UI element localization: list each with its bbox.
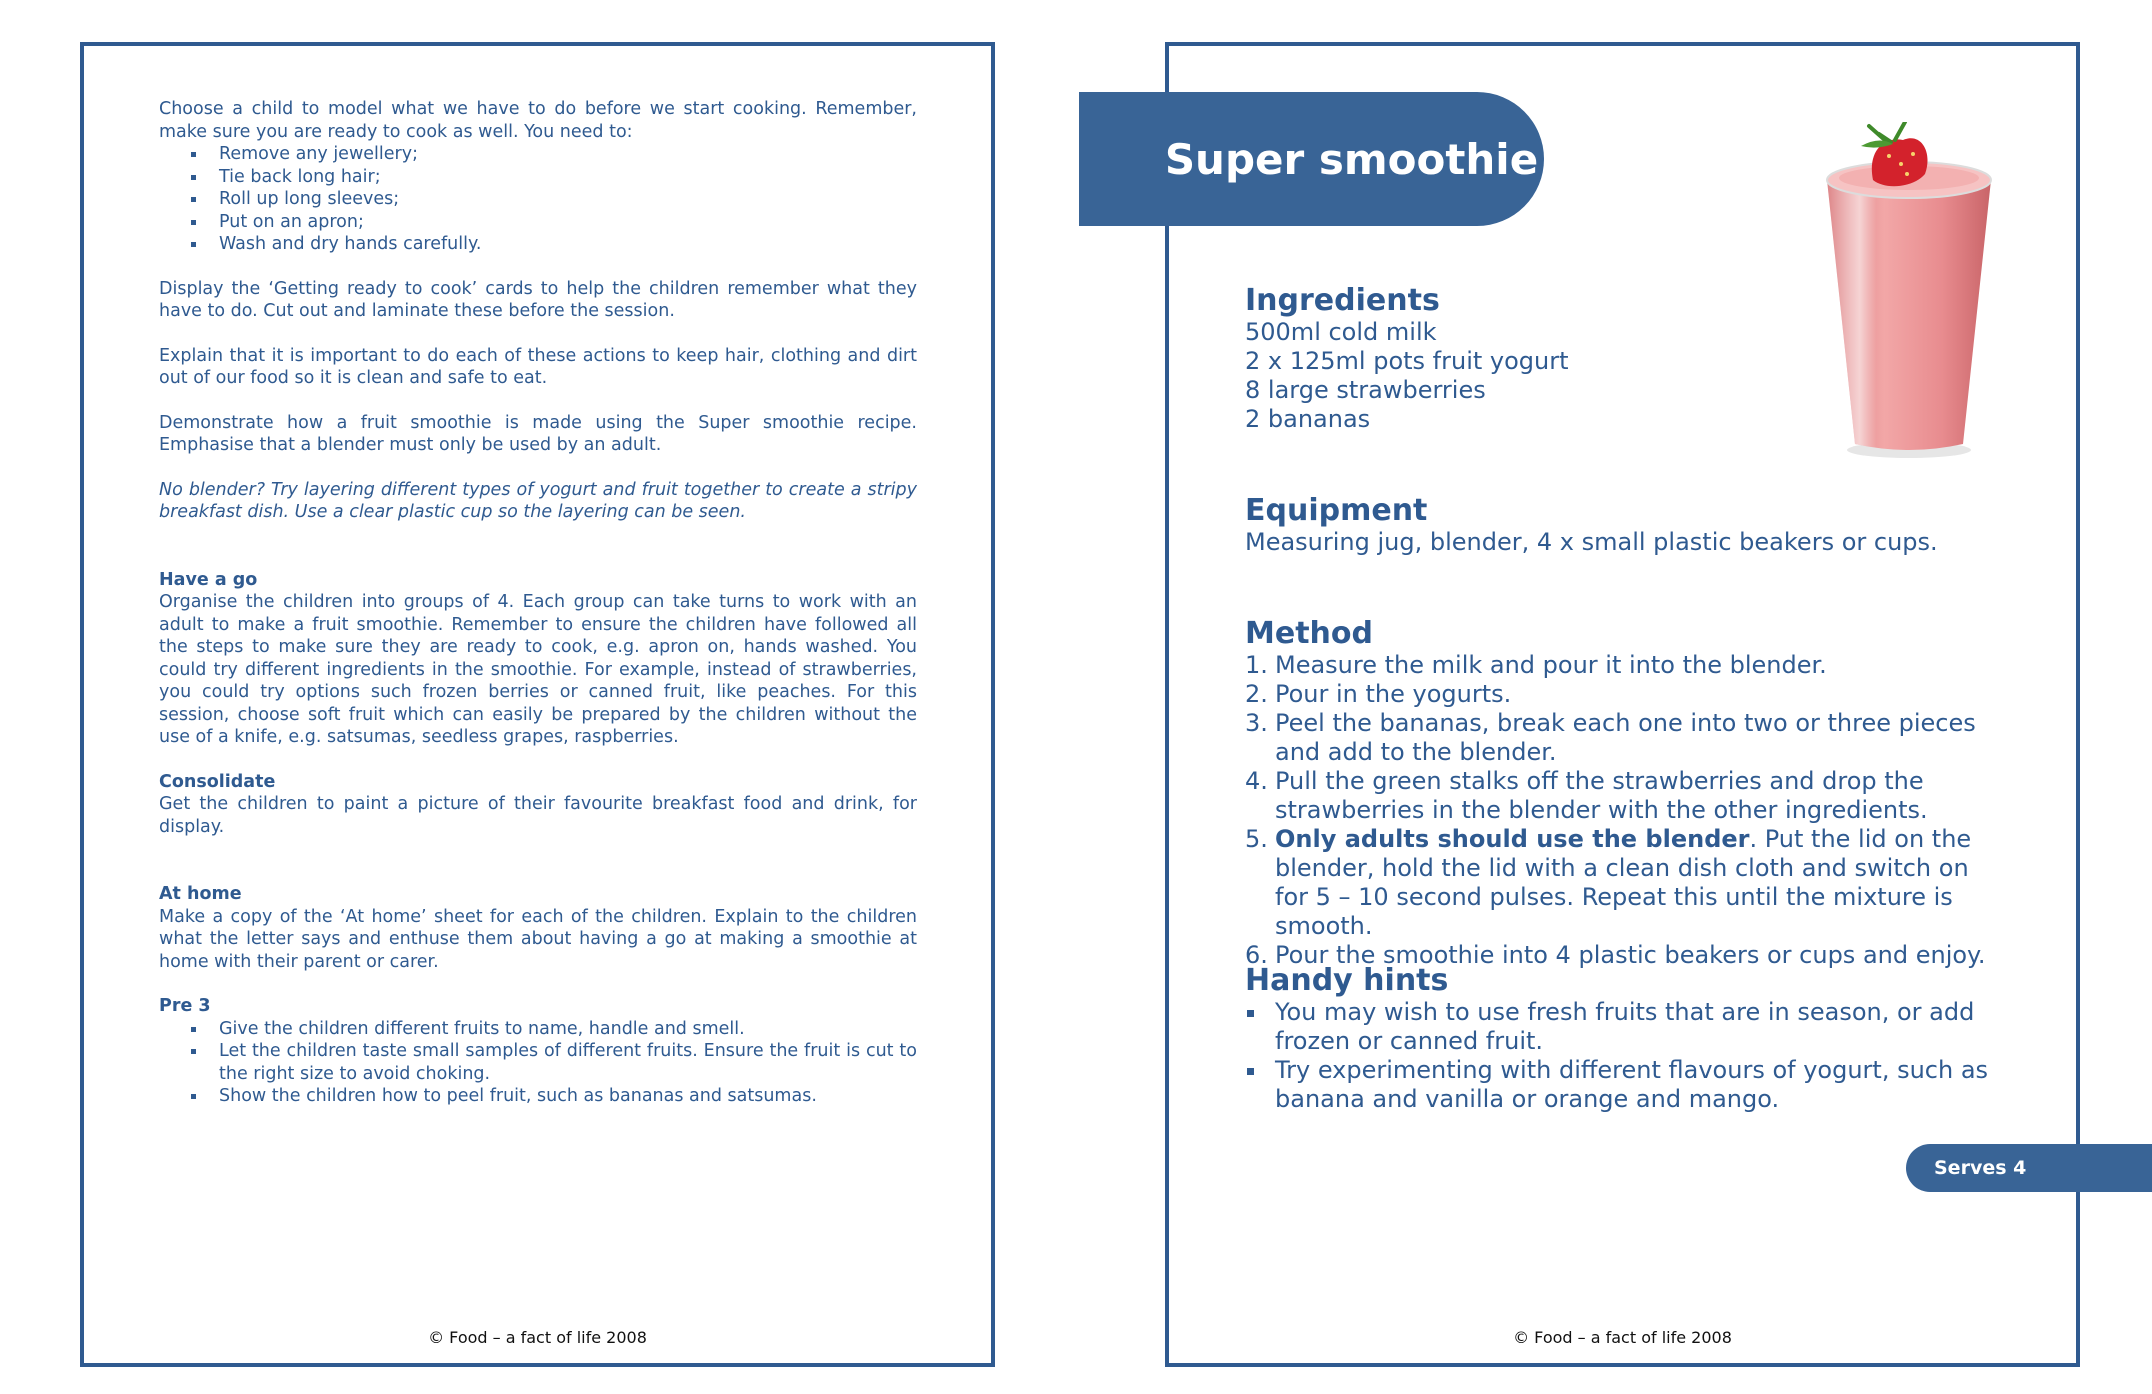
copyright-footer: © Food – a fact of life 2008 <box>428 1328 647 1347</box>
pre3-list <box>159 1018 917 1108</box>
equipment-text: Measuring jug, blender, 4 x small plastic beakers or cups. <box>1245 528 1938 556</box>
method-step: 5. Only adults should use the blender. Put the lid on the blender, hold the lid with a clean dish cloth and switch on for 5 – 10 second pulses. Repeat this until the mixture is smooth. <box>1245 825 1972 940</box>
handy-hints-section <box>1245 964 2005 1114</box>
ingredient-item: 500ml cold milk <box>1245 318 1437 346</box>
hint-item: You may wish to use fresh fruits that are in season, or add frozen or canned fruit. <box>1275 998 2005 1056</box>
recipe-page <box>1165 42 2080 1367</box>
equipment-section <box>1245 494 2005 557</box>
list-item: Give the children different fruits to name, handle and smell. <box>219 1018 917 1041</box>
have-a-go-heading: Have a go <box>159 569 258 590</box>
ingredient-item: 2 bananas <box>1245 405 1371 433</box>
list-item: Roll up long sleeves; <box>219 188 917 211</box>
method-heading: Method <box>1245 616 1373 651</box>
ingredients-heading: Ingredients <box>1245 283 1440 318</box>
ingredient-item: 8 large strawberries <box>1245 376 1486 404</box>
list-item: Put on an apron; <box>219 211 917 234</box>
method-section <box>1245 617 2005 970</box>
method-list <box>1245 651 2005 970</box>
safety-warning: Only adults should use the blender <box>1275 825 1750 853</box>
handy-hints-heading: Handy hints <box>1245 963 1449 998</box>
consolidate-heading: Consolidate <box>159 771 276 792</box>
pre3-heading: Pre 3 <box>159 996 211 1016</box>
explain-paragraph: Explain that it is important to do each of these actions to keep hair, clothing and dirt out of our food so it is clean and safe to eat. <box>159 345 917 388</box>
have-a-go-text: Organise the children into groups of 4. Each group can take turns to work with an adult to make a fruit smoothie. Remember to ensure the children have followed all the steps to make sure they are ready to cook, e.g. apron on, hands washed. You could try different ingredients in the smoothie. For example, instead of strawberries, you could try options such frozen berries or canned fruit, like peaches. For this session, choose soft fruit which can easily be prepared by the children without the use of a knife, e.g. satsumas, seedless grapes, raspberries. <box>159 592 917 747</box>
no-blender-note: No blender? Try layering different types of yogurt and fruit together to create a stripy breakfast dish. Use a clear plastic cup so the layering can be seen. <box>159 479 917 522</box>
list-item: Tie back long hair; <box>219 166 917 189</box>
teacher-notes-page <box>80 42 995 1367</box>
hints-list <box>1245 998 2005 1114</box>
list-item: Remove any jewellery; <box>219 143 917 166</box>
method-step: 4. Pull the green stalks off the strawberries and drop the strawberries in the blender with the other ingredients. <box>1245 767 1928 824</box>
method-step: 2. Pour in the yogurts. <box>1245 680 1512 708</box>
recipe-title: Super smoothie <box>1079 92 1544 226</box>
demonstrate-paragraph: Demonstrate how a fruit smoothie is made using the Super smoothie recipe. Emphasise that a blender must only be used by an adult. <box>159 412 917 455</box>
method-step: 3. Peel the bananas, break each one into two or three pieces and add to the blender. <box>1245 709 1976 766</box>
intro-text: Choose a child to model what we have to do before we start cooking. Remember, make sure you are ready to cook as well. You need to: <box>159 99 917 142</box>
display-paragraph: Display the ‘Getting ready to cook’ cards to help the children remember what they have to do. Cut out and laminate these before the session. <box>159 278 917 321</box>
list-item: Let the children taste small samples of different fruits. Ensure the fruit is cut to the right size to avoid choking. <box>219 1041 917 1084</box>
teacher-notes-content <box>159 98 917 1108</box>
ingredient-item: 2 x 125ml pots fruit yogurt <box>1245 347 1569 375</box>
consolidate-text: Get the children to paint a picture of their favourite breakfast food and drink, for display. <box>159 794 917 837</box>
at-home-text: Make a copy of the ‘At home’ sheet for each of the children. Explain to the children what the letter says and enthuse them about having a go at making a smoothie at home with their parent or carer. <box>159 906 917 972</box>
prep-list <box>159 143 917 256</box>
list-item: Wash and dry hands carefully. <box>219 233 917 256</box>
at-home-heading: At home <box>159 884 242 904</box>
method-step: 1. Measure the milk and pour it into the blender. <box>1245 651 1827 679</box>
list-item: Show the children how to peel fruit, such as bananas and satsumas. <box>219 1085 917 1108</box>
serves-badge: Serves 4 <box>1906 1144 2152 1192</box>
copyright-footer: © Food – a fact of life 2008 <box>1513 1328 1732 1347</box>
hint-item: Try experimenting with different flavours of yogurt, such as banana and vanilla or orange and mango. <box>1275 1056 2005 1114</box>
method-step: 6. Pour the smoothie into 4 plastic beakers or cups and enjoy. <box>1245 941 1986 969</box>
equipment-heading: Equipment <box>1245 493 1428 528</box>
ingredients-section <box>1245 284 2005 434</box>
